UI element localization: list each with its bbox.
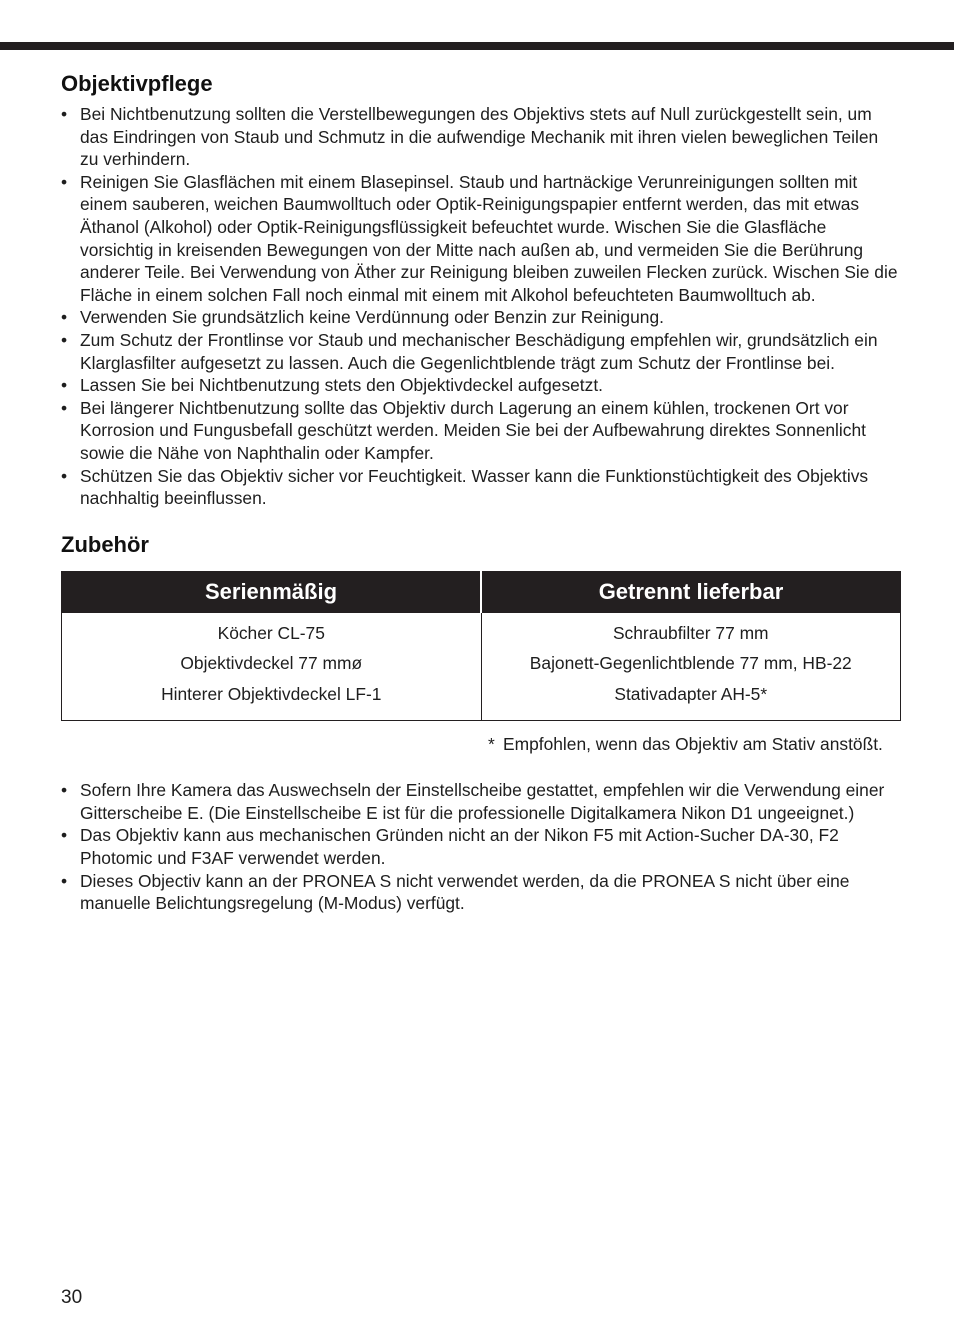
- optional-accessories-cell: [481, 613, 901, 721]
- table-cell-item: Objektivdeckel 77 mmø: [180, 653, 363, 674]
- notes-list: [61, 779, 901, 915]
- list-item: [61, 374, 901, 397]
- care-heading: Objektivpflege: [61, 71, 213, 96]
- list-item: [61, 779, 901, 824]
- footnote: [488, 733, 901, 755]
- bullet-icon: •: [61, 329, 68, 350]
- bullet-icon: •: [61, 307, 68, 328]
- list-item-text: Sofern Ihre Kamera das Auswechseln der Einstellscheibe gestattet, empfehlen wir die Verwendung einer Gitterscheibe E. (Die Einstellscheibe E ist für die professionelle Digitalkamera Nikon D1 ungeeignet.): [80, 780, 885, 823]
- bullet-icon: •: [61, 780, 68, 801]
- accessories-heading: Zubehör: [61, 531, 149, 557]
- bullet-icon: •: [61, 171, 68, 192]
- table-cell-item: Köcher CL-75: [217, 622, 325, 643]
- list-item-text: Reinigen Sie Glasflächen mit einem Blasepinsel. Staub und hartnäckige Verunreinigungen sollten mit einem sauberen, weichen Baumwolltuch oder Optik-Reinigungspapier entfernt werden, das mit etwas Äthanol (Alkohol) oder Optik-Reinigungsflüssigkeit befeuchtet wurde. Wischen Sie die Glasfläche vorsichtig in kreisenden Bewegungen von der Mitte nach außen ab, und vermeiden Sie die Berührung anderer Teile. Bei Verwendung von Äther zur Reinigung bleiben zuweilen Flecken zurück. Wischen Sie die Fläche in einem solchen Fall noch einmal mit einem mit Alkohol befeuchteten Baumwolltuch ab.: [80, 171, 898, 305]
- column-header-standard: Serienmäßig: [62, 571, 482, 613]
- table-header-row: [62, 571, 901, 613]
- standard-accessories-cell: [62, 613, 482, 721]
- table-cell-item: Schraubfilter 77 mm: [612, 622, 769, 643]
- list-item-text: Das Objektiv kann aus mechanischen Gründen nicht an der Nikon F5 mit Action-Sucher DA-30, F2 Photomic und F3AF verwendet werden.: [80, 825, 839, 868]
- list-item: [61, 824, 901, 869]
- bullet-icon: •: [61, 465, 68, 486]
- table-row: [62, 613, 901, 721]
- list-item-text: Zum Schutz der Frontlinse vor Staub und mechanischer Beschädigung empfehlen wir, grundsätzlich ein Klarglasfilter aufgesetzt zu lassen. Auch die Gegenlichtblende trägt zum Schutz der Frontlinse bei.: [80, 329, 878, 373]
- list-item: [61, 306, 901, 329]
- page-content: [61, 68, 901, 915]
- footnote-text: Empfohlen, wenn das Objektiv am Stativ anstößt.: [503, 734, 883, 755]
- bullet-icon: •: [61, 825, 68, 846]
- column-header-optional: Getrennt lieferbar: [481, 571, 901, 613]
- list-item: [61, 103, 901, 171]
- list-item: [61, 465, 901, 510]
- bullet-icon: •: [61, 397, 68, 418]
- list-item: [61, 171, 901, 307]
- list-item-text: Bei längerer Nichtbenutzung sollte das Objektiv durch Lagerung an einem kühlen, trockenen Ort vor Korrosion und Fungusbefall geschützt werden. Meiden Sie bei der Aufbewahrung direktes Sonnenlicht sowie die Nähe von Naphthalin oder Kampfer.: [80, 397, 866, 463]
- table-cell-item: Hinterer Objektivdeckel LF-1: [161, 683, 382, 704]
- list-item: [61, 870, 901, 915]
- top-rule: [0, 42, 954, 50]
- bullet-icon: •: [61, 870, 68, 891]
- list-item-text: Schützen Sie das Objektiv sicher vor Feuchtigkeit. Wasser kann die Funktionstüchtigkeit des Objektivs nachhaltig beeinflussen.: [80, 465, 869, 509]
- list-item: [61, 329, 901, 374]
- list-item-text: Dieses Objectiv kann an der PRONEA S nicht verwendet werden, da die PRONEA S nicht über eine manuelle Belichtungsregelung (M-Modus) verfügt.: [80, 870, 850, 914]
- bullet-icon: •: [61, 375, 68, 396]
- table-cell-item: Bajonett-Gegenlichtblende 77 mm, HB-22: [529, 653, 852, 674]
- table-cell-item: Stativadapter AH-5*: [614, 683, 768, 704]
- care-list: [61, 103, 901, 510]
- bullet-icon: •: [61, 104, 68, 124]
- list-item: [61, 397, 901, 465]
- footnote-mark: *: [488, 734, 495, 755]
- list-item-text: Lassen Sie bei Nichtbenutzung stets den Objektivdeckel aufgesetzt.: [80, 375, 604, 396]
- list-item-text: Verwenden Sie grundsätzlich keine Verdünnung oder Benzin zur Reinigung.: [80, 307, 664, 328]
- list-item-text: Bei Nichtbenutzung sollten die Verstellbewegungen des Objektivs stets auf Null zurückgestellt sein, um das Eindringen von Staub und Schmutz in die aufwendige Mechanik mit ihren vielen beweglichen Teilen zu verhindern.: [80, 104, 879, 170]
- page-number: 30: [61, 1287, 83, 1308]
- accessories-table: [61, 571, 901, 722]
